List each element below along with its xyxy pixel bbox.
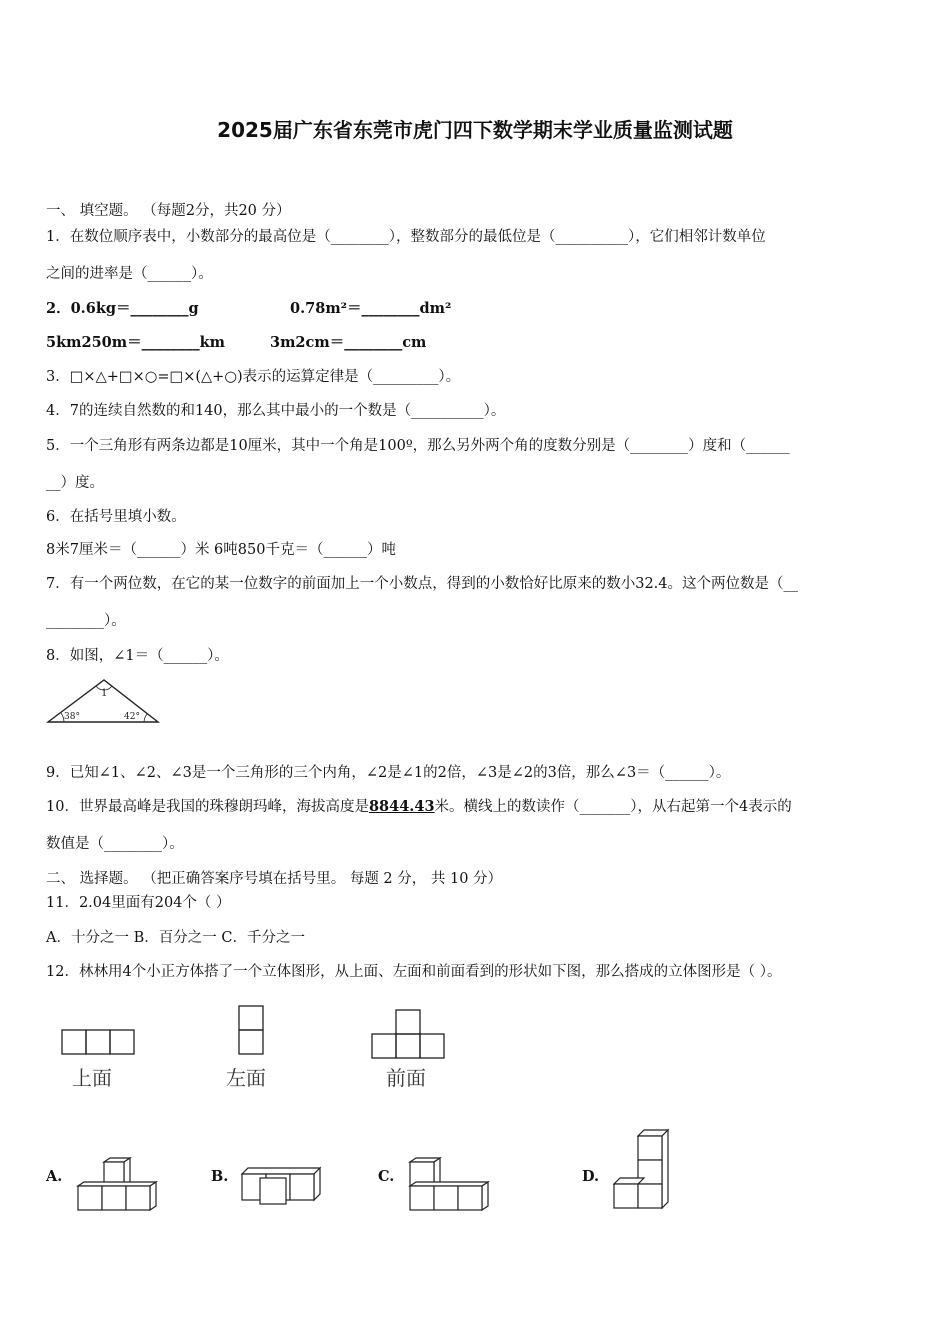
question-11-options: A．十分之一 B．百分之一 C．千分之一 xyxy=(46,930,305,946)
question-1-line-1: 1．在数位顺序表中，小数部分的最高位是（________），整数部分的最低位是（__________），它们相邻计数单位 xyxy=(46,229,766,245)
question-1-line-2: 之间的进率是（______）。 xyxy=(46,266,213,282)
question-5-line-2: __）度。 xyxy=(46,475,104,491)
question-5-line-1: 5．一个三角形有两条边都是10厘米，其中一个角是100º，那么另外两个角的度数分别是（________）度和（______ xyxy=(46,438,790,454)
angle-1-label: 1 xyxy=(101,688,108,699)
question-6-line-2: 8米7厘米＝（______）米 6吨850千克＝（______）吨 xyxy=(46,542,396,558)
question-10-line-2: 数值是（________）。 xyxy=(46,836,184,852)
option-b-label[interactable]: B. xyxy=(211,1168,229,1185)
front-view-diagram xyxy=(370,1008,446,1060)
question-12: 12．林林用4个小正方体搭了一个立体图形，从上面、左面和前面看到的形状如下图，那么搭成的立体图形是（ ）。 xyxy=(46,964,782,980)
left-view-diagram xyxy=(236,1004,266,1056)
option-a-label[interactable]: A. xyxy=(46,1168,63,1185)
question-7-line-1: 7．有一个两位数，在它的某一位数字的前面加上一个小数点，得到的小数恰好比原来的数小32.4。这个两位数是（__ xyxy=(46,576,799,592)
question-6-line-1: 6．在括号里填小数。 xyxy=(46,509,186,525)
triangle-figure xyxy=(44,676,162,726)
question-8: 8．如图，∠1＝（______）。 xyxy=(46,648,229,664)
question-10-prefix: 10．世界最高峰是我国的珠穆朗玛峰，海拔高度是 xyxy=(46,799,369,815)
option-d-figure[interactable] xyxy=(610,1128,672,1210)
question-2-part-b: 0.78m²＝________dm² xyxy=(290,300,452,317)
question-2-part-a: 2．0.6kg＝________g xyxy=(46,300,199,317)
question-4: 4．7的连续自然数的和140，那么其中最小的一个数是（__________）。 xyxy=(46,403,506,419)
option-c-label[interactable]: C. xyxy=(378,1168,395,1185)
page-title: 2025届广东省东莞市虎门四下数学期末学业质量监测试题 xyxy=(217,118,733,142)
left-view-label: 左面 xyxy=(226,1066,266,1090)
front-view-label: 前面 xyxy=(386,1066,426,1090)
option-c-figure[interactable] xyxy=(406,1156,492,1214)
question-11: 11．2.04里面有204个（ ） xyxy=(46,895,231,911)
option-a-figure[interactable] xyxy=(76,1156,160,1214)
question-2-part-c: 5km250m＝________km xyxy=(46,334,225,351)
top-view-label: 上面 xyxy=(72,1066,112,1090)
question-10-suffix: 米。横线上的数读作（_______），从右起第一个4表示的 xyxy=(434,799,792,815)
option-d-label[interactable]: D. xyxy=(582,1168,600,1185)
question-10-line-1 xyxy=(46,798,792,816)
question-10-underlined-number: 8844.43 xyxy=(368,798,435,815)
angle-38-label: 38° xyxy=(64,712,80,722)
section-1-heading: 一、 填空题。 （每题2分，共20 分） xyxy=(46,203,291,219)
angle-42-label: 42° xyxy=(124,712,140,722)
question-2-part-d: 3m2cm＝________cm xyxy=(270,334,427,351)
question-3: 3．□×△+□×○=□×(△+○)表示的运算定律是（_________）。 xyxy=(46,369,461,385)
top-view-diagram xyxy=(60,1028,136,1056)
question-7-line-2: ________）。 xyxy=(46,613,126,629)
option-b-figure[interactable] xyxy=(240,1166,326,1206)
question-9: 9．已知∠1、∠2、∠3是一个三角形的三个内角，∠2是∠1的2倍，∠3是∠2的3倍，那么∠3＝（______）。 xyxy=(46,765,731,781)
section-2-heading: 二、 选择题。 （把正确答案序号填在括号里。 每题 2 分， 共 10 分） xyxy=(46,871,503,887)
